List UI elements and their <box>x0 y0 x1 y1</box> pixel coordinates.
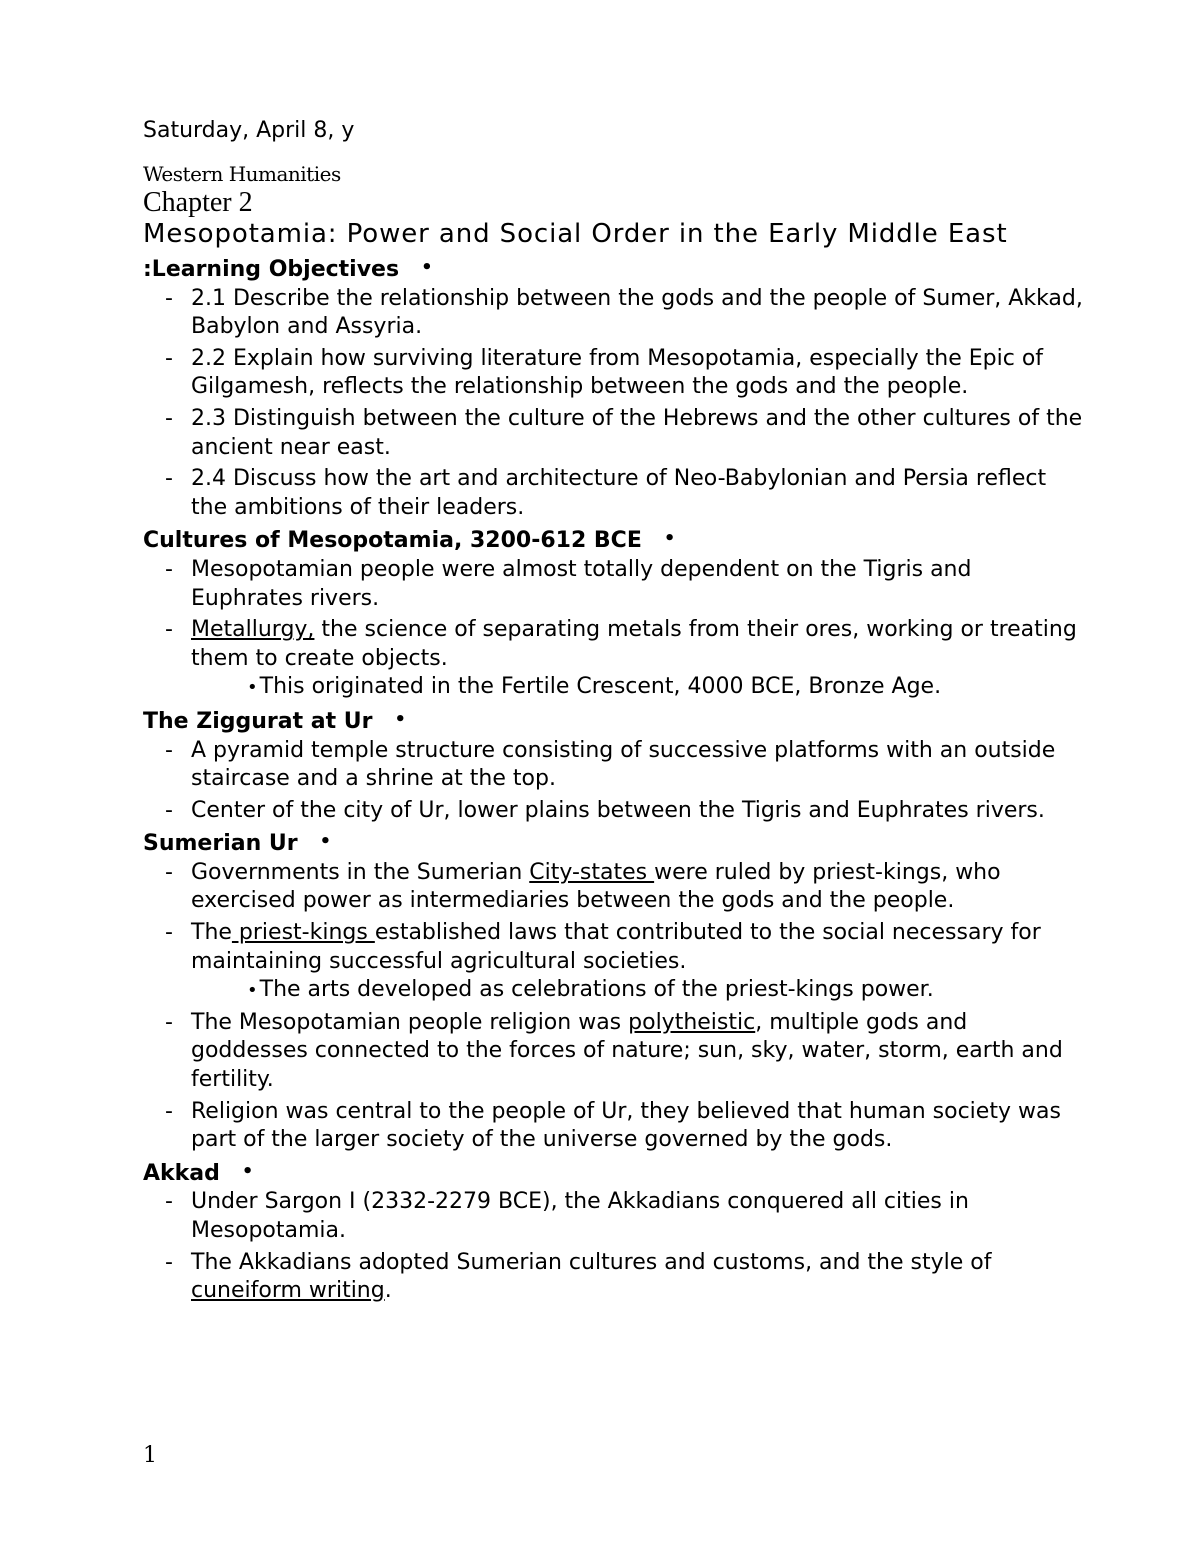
list-item: - Metallurgy, the science of separating metals from their ores, working or treating them to create objects. •This originated in the Fertile Crescent, 4000 BCE, Bronze Age. <box>143 616 1083 703</box>
list-item: - The Akkadians adopted Sumerian cultures and customs, and the style of cuneiform writing. <box>165 1249 992 1304</box>
list-item: - Mesopotamian people were almost totally dependent on the Tigris and Euphrates rivers. <box>165 556 972 611</box>
term-city-states: City-states <box>529 859 655 885</box>
list-item: - 2.3 Distinguish between the culture of the Hebrews and the other cultures of the ancient near east. <box>165 405 1083 460</box>
list-item: - Under Sargon I (2332-2279 BCE), the Akkadians conquered all cities in Mesopotamia. <box>165 1189 969 1243</box>
ziggurat-list <box>143 737 1083 826</box>
dash-icon: - <box>165 466 173 492</box>
bullet-icon: • <box>663 528 676 550</box>
objectives-list <box>143 285 1083 523</box>
sub-item: •The arts developed as celebrations of the priest-kings power. <box>247 977 934 1003</box>
chapter-heading: Chapter 2 <box>143 187 253 218</box>
list-item: - 2.4 Discuss how the art and architecture of Neo-Babylonian and Persia reflect the ambitions of their leaders. <box>165 466 1047 520</box>
course-name: Western Humanities <box>143 162 341 186</box>
page-number: 1 <box>143 1443 157 1468</box>
list-item: - Religion was central to the people of Ur, they believed that human society was part of the larger society of the universe governed by the gods. <box>165 1098 1061 1153</box>
list-item: - The priest-kings established laws that contributed to the social necessary for maintaining successful agricultural societies. •The arts developed as celebrations of the priest-kings power. <box>143 919 1083 1006</box>
bullet-icon: • <box>241 1160 254 1182</box>
dash-icon: - <box>165 556 173 582</box>
bullet-icon: • <box>421 257 433 278</box>
dash-icon: - <box>165 797 173 823</box>
dash-icon: - <box>165 859 173 885</box>
document-title: Mesopotamia: Power and Social Order in the Early Middle East <box>143 219 1008 249</box>
document-date: Saturday, April 8, y <box>143 118 355 143</box>
list-item: - 2.2 Explain how surviving literature from Mesopotamia, especially the Epic of Gilgamesh, reflects the relationship between the gods and the people. <box>165 345 1044 400</box>
section-heading-akkad: Akkad • <box>143 1158 1083 1189</box>
term-metallurgy: Metallurgy, <box>191 617 315 643</box>
bullet-icon: • <box>319 831 332 853</box>
bullet-icon: • <box>247 677 258 699</box>
list-item: - Center of the city of Ur, lower plains between the Tigris and Euphrates rivers. <box>143 797 1083 826</box>
dash-icon: - <box>165 737 173 763</box>
dash-icon: - <box>165 405 173 431</box>
list-item: - A pyramid temple structure consisting of successive platforms with an outside staircase and a shrine at the top. <box>165 737 1056 792</box>
list-item: - Governments in the Sumerian City-states were ruled by priest-kings, who exercised power as intermediaries between the gods and the people. <box>165 859 1001 914</box>
list-item: - The Mesopotamian people religion was polytheistic, multiple gods and goddesses connected to the forces of nature; sun, sky, water, storm, earth and fertility. <box>165 1009 1063 1093</box>
dash-icon: - <box>165 617 173 643</box>
dash-icon: - <box>165 1009 173 1035</box>
dash-icon: - <box>165 1098 173 1124</box>
list-item: - 2.1 Describe the relationship between the gods and the people of Sumer, Akkad, Babylon and Assyria. <box>165 285 1083 340</box>
section-heading-sumerian-ur: Sumerian Ur • <box>143 828 1083 859</box>
bullet-icon: • <box>247 980 258 1002</box>
dash-icon: - <box>165 285 173 311</box>
sumerian-list <box>143 859 1083 1155</box>
dash-icon: - <box>165 1189 173 1215</box>
term-polytheistic: polytheistic <box>628 1009 756 1035</box>
section-heading-ziggurat: The Ziggurat at Ur • <box>143 706 1083 737</box>
notes-body <box>143 254 1083 1309</box>
dash-icon: - <box>165 345 173 371</box>
dash-icon: - <box>165 920 173 946</box>
term-cuneiform-writing: cuneiform writing <box>191 1278 385 1304</box>
bullet-icon: • <box>394 708 407 730</box>
dash-icon: - <box>165 1249 173 1275</box>
term-priest-kings: priest-kings <box>231 920 375 946</box>
sub-item: •This originated in the Fertile Crescent, 4000 BCE, Bronze Age. <box>247 674 942 700</box>
cultures-list <box>143 556 1083 703</box>
section-heading-cultures: Cultures of Mesopotamia, 3200-612 BCE • <box>143 525 1083 556</box>
section-heading-learning-objectives: :Learning Objectives • <box>143 254 1083 285</box>
akkad-list <box>143 1188 1083 1305</box>
